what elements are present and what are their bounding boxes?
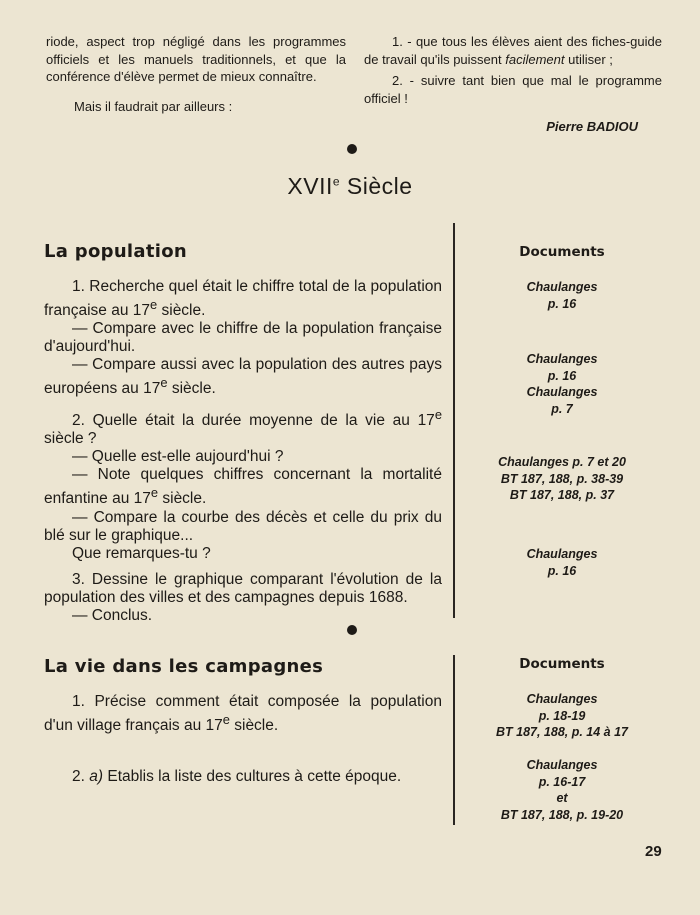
- question: Que remarques-tu ?: [72, 544, 211, 562]
- document-reference: Chaulanges p. 18-19 BT 187, 188, p. 14 à 17: [495, 692, 629, 739]
- document-reference: Chaulanges p. 16 Chaulanges p. 7: [526, 352, 598, 416]
- top-right-column: [364, 33, 662, 107]
- question: 2. a) Etablis la liste des cultures à cette époque.: [72, 768, 402, 786]
- documents-heading: Documents: [519, 656, 605, 672]
- question: — Note quelques chiffres concernant la mortalité enfantine au 17e siècle.: [44, 466, 442, 508]
- column-divider: [453, 655, 455, 825]
- column-divider: [453, 223, 455, 618]
- page-title: XVIIe Siècle: [287, 173, 413, 199]
- document-reference: Chaulanges p. 16: [526, 547, 598, 578]
- section-heading: La population: [44, 241, 188, 262]
- document-reference: Chaulanges p. 16: [526, 280, 598, 311]
- question: 2. Quelle était la durée moyenne de la vie au 17e siècle ?: [44, 407, 442, 448]
- paragraph: Mais il faudrait par ailleurs :: [74, 98, 233, 114]
- question: 1. Recherche quel était le chiffre total de la population française au 17e siècle.: [44, 278, 442, 320]
- document-reference: Chaulanges p. 16-17 et BT 187, 188, p. 19-20: [500, 758, 624, 822]
- question: — Compare la courbe des décès et celle du prix du blé sur le graphique...: [44, 508, 442, 544]
- top-left-column: [46, 33, 346, 115]
- questions-block: [44, 693, 442, 786]
- signature: Pierre BADIOU: [546, 119, 638, 134]
- page-number: 29: [645, 843, 662, 860]
- question: 3. Dessine le graphique comparant l'évolution de la population des villes et des campagnes depuis 1688.: [44, 570, 442, 606]
- list-item: 2. - suivre tant bien que mal le programme officiel !: [364, 73, 662, 106]
- question: — Compare aussi avec la population des autres pays européens au 17e siècle.: [44, 356, 442, 398]
- document-reference: Chaulanges p. 7 et 20 BT 187, 188, p. 38-39 BT 187, 188, p. 37: [498, 455, 626, 502]
- question: — Compare avec le chiffre de la population française d'aujourd'hui.: [44, 320, 442, 356]
- bullet-separator: [347, 625, 357, 635]
- list-item: 1. - que tous les élèves aient des fiches-guide de travail qu'ils puissent facilement utiliser ;: [364, 34, 662, 67]
- section-heading: La vie dans les campagnes: [44, 656, 324, 677]
- documents-heading: Documents: [519, 244, 605, 260]
- question: 1. Précise comment était composée la population d'un village français au 17e siècle.: [44, 693, 442, 735]
- question: — Quelle est-elle aujourd'hui ?: [72, 448, 284, 466]
- bullet-separator: [347, 144, 357, 154]
- questions-block: [44, 278, 442, 625]
- paragraph: riode, aspect trop négligé dans les programmes officiels et les manuels traditionnels, et que la conférence d'élève permet de mieux connaître.: [46, 34, 346, 84]
- question: — Conclus.: [72, 606, 153, 624]
